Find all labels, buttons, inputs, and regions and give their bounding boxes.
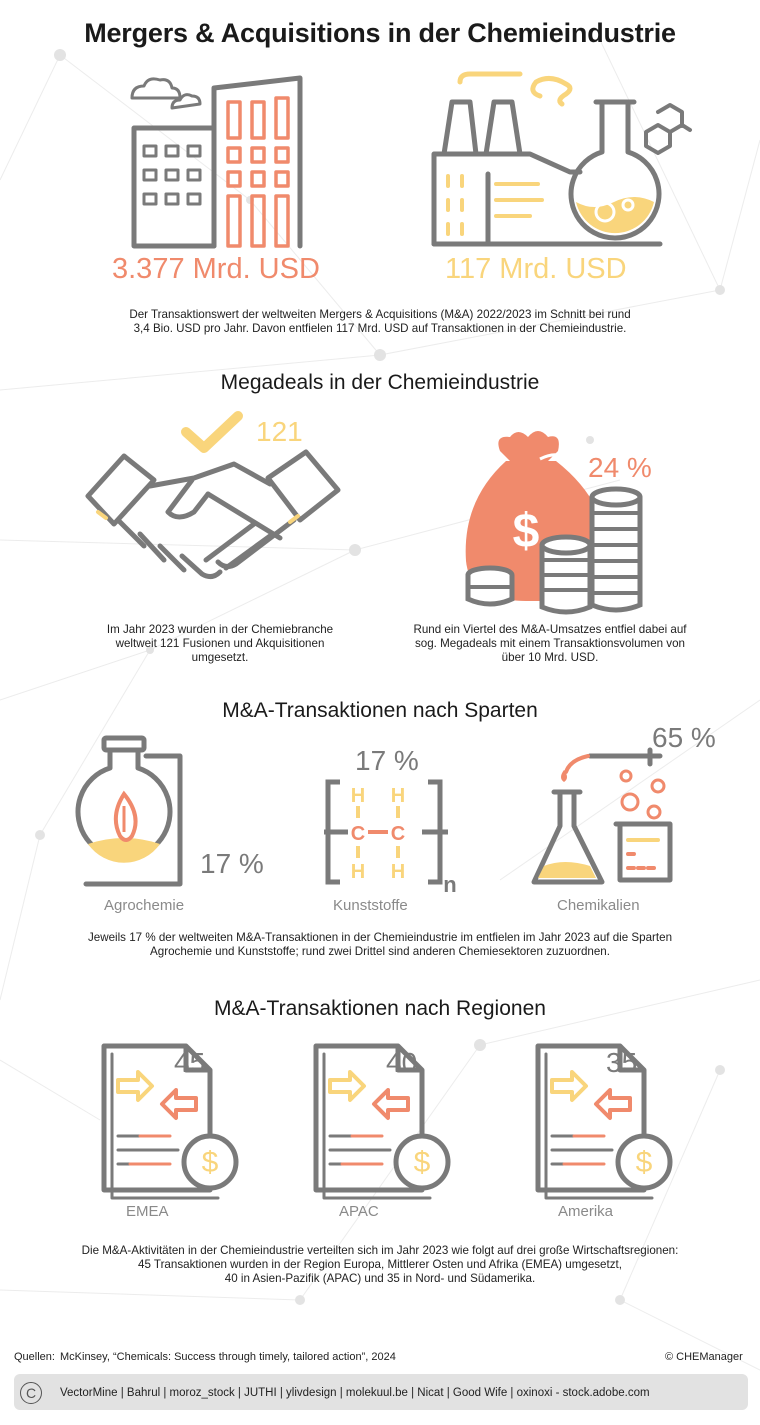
sources-text: McKinsey, “Chemicals: Success through timely, tailored action”, 2024	[60, 1351, 396, 1363]
dollar-icon: $	[201, 1146, 219, 1179]
section2-right-text-line: Rund ein Viertel des M&A-Umsatzes entfiel dabei auf	[413, 623, 687, 636]
document-transfer-icon	[312, 1040, 452, 1200]
section2-right-text	[395, 623, 705, 665]
section-heading-regionen: M&A-Transaktionen nach Regionen	[214, 997, 546, 1020]
region-value-emea: 45	[174, 1047, 206, 1078]
sparte-label-kunststoffe: Kunststoffe	[333, 897, 408, 914]
deals-count: 121	[256, 416, 303, 447]
megadeal-share: 24 %	[588, 452, 652, 483]
region-value-amerika: 35	[606, 1047, 638, 1078]
carbon-atom: C	[390, 823, 406, 845]
copyright-notice: © CHEManager	[665, 1351, 743, 1363]
sources-label: Quellen:	[14, 1351, 55, 1363]
dollar-icon: $	[635, 1146, 653, 1179]
sparte-label-chemikalien: Chemikalien	[557, 897, 640, 914]
sparte-label-agrochemie: Agrochemie	[104, 897, 185, 914]
section4-text-line: Die M&A-Aktivitäten in der Chemieindustrie verteilten sich im Jahr 2023 wie folgt auf drei große Wirtschaftsregionen:	[81, 1244, 679, 1257]
dollar-icon: $	[413, 1146, 431, 1179]
image-credits-text: VectorMine | Bahrul | moroz_stock | JUTHI | ylivdesign | molekuul.be | Nicat | Good Wife | oxinoxi - stock.adobe.com	[60, 1387, 650, 1399]
section4-text	[0, 1244, 760, 1286]
section3-text-line: Agrochemie und Kunststoffe; rund zwei Drittel sind anderen Chemiesektoren zuzuordnen.	[150, 945, 610, 958]
document-transfer-icon	[534, 1040, 674, 1200]
section2-right-text-line: sog. Megadeals mit einem Transaktionsvolumen von	[414, 637, 685, 650]
section2-right-text-line: über 10 Mrd. USD.	[501, 651, 599, 664]
hydrogen-atom: H	[350, 785, 366, 807]
pipette-icon	[530, 748, 680, 890]
hydrogen-atom: H	[350, 861, 366, 883]
chemical-factory-icon	[430, 72, 690, 247]
region-label-emea: EMEA	[126, 1203, 169, 1220]
dollar-symbol: $	[512, 505, 540, 558]
section-heading-sparten: M&A-Transaktionen nach Sparten	[222, 699, 538, 722]
sparte-value-agrochemie: 17 %	[200, 848, 264, 879]
section2-left-text-line: umgesetzt.	[191, 651, 249, 664]
section4-text-line: 40 in Asien-Pazifik (APAC) und 35 in Nord- und Südamerika.	[224, 1272, 536, 1285]
carbon-atom: C	[350, 823, 366, 845]
page-title: Mergers & Acquisitions in der Chemieindustrie	[84, 18, 676, 48]
section2-left-text	[60, 623, 380, 665]
sparte-value-chemikalien: 65 %	[652, 722, 716, 753]
office-buildings-icon	[120, 68, 320, 248]
sparte-value-kunststoffe: 17 %	[355, 745, 419, 776]
document-transfer-icon	[100, 1040, 240, 1200]
polymer-structure-icon	[324, 778, 464, 896]
chemical-transaction-value: 117 Mrd. USD	[445, 253, 627, 285]
region-label-amerika: Amerika	[558, 1203, 614, 1220]
section-heading-megadeals: Megadeals in der Chemieindustrie	[220, 371, 540, 394]
handshake-icon	[84, 450, 344, 580]
section1-text	[0, 308, 760, 336]
section1-text-line: Der Transaktionswert der weltweiten Mergers & Acquisitions (M&A) 2022/2023 im Schnitt bei rund	[129, 308, 631, 321]
checkmark-icon	[180, 410, 244, 454]
section2-left-text-line: weltweit 121 Fusionen und Akquisitionen	[115, 637, 325, 650]
section3-text-line: Jeweils 17 % der weltweiten M&A-Transaktionen in der Chemieindustrie im entfielen im Jahr 2023 auf die Sparten	[87, 931, 673, 944]
hydrogen-atom: H	[390, 785, 406, 807]
section3-text	[0, 931, 760, 959]
flask-icon	[76, 734, 196, 888]
region-value-apac: 40	[386, 1047, 418, 1078]
section1-text-line: 3,4 Bio. USD pro Jahr. Davon entfielen 117 Mrd. USD auf Transaktionen in der Chemieindustrie.	[133, 322, 627, 335]
region-label-apac: APAC	[339, 1203, 379, 1220]
section4-text-line: 45 Transaktionen wurden in der Region Europa, Mittlerer Osten und Afrika (EMEA) umgesetzt,	[138, 1258, 622, 1271]
global-transaction-value: 3.377 Mrd. USD	[112, 253, 320, 285]
section2-left-text-line: Im Jahr 2023 wurden in der Chemiebranche	[106, 623, 334, 636]
hydrogen-atom: H	[390, 861, 406, 883]
polymer-index: n	[443, 872, 457, 897]
copyright-icon: C	[20, 1382, 42, 1404]
